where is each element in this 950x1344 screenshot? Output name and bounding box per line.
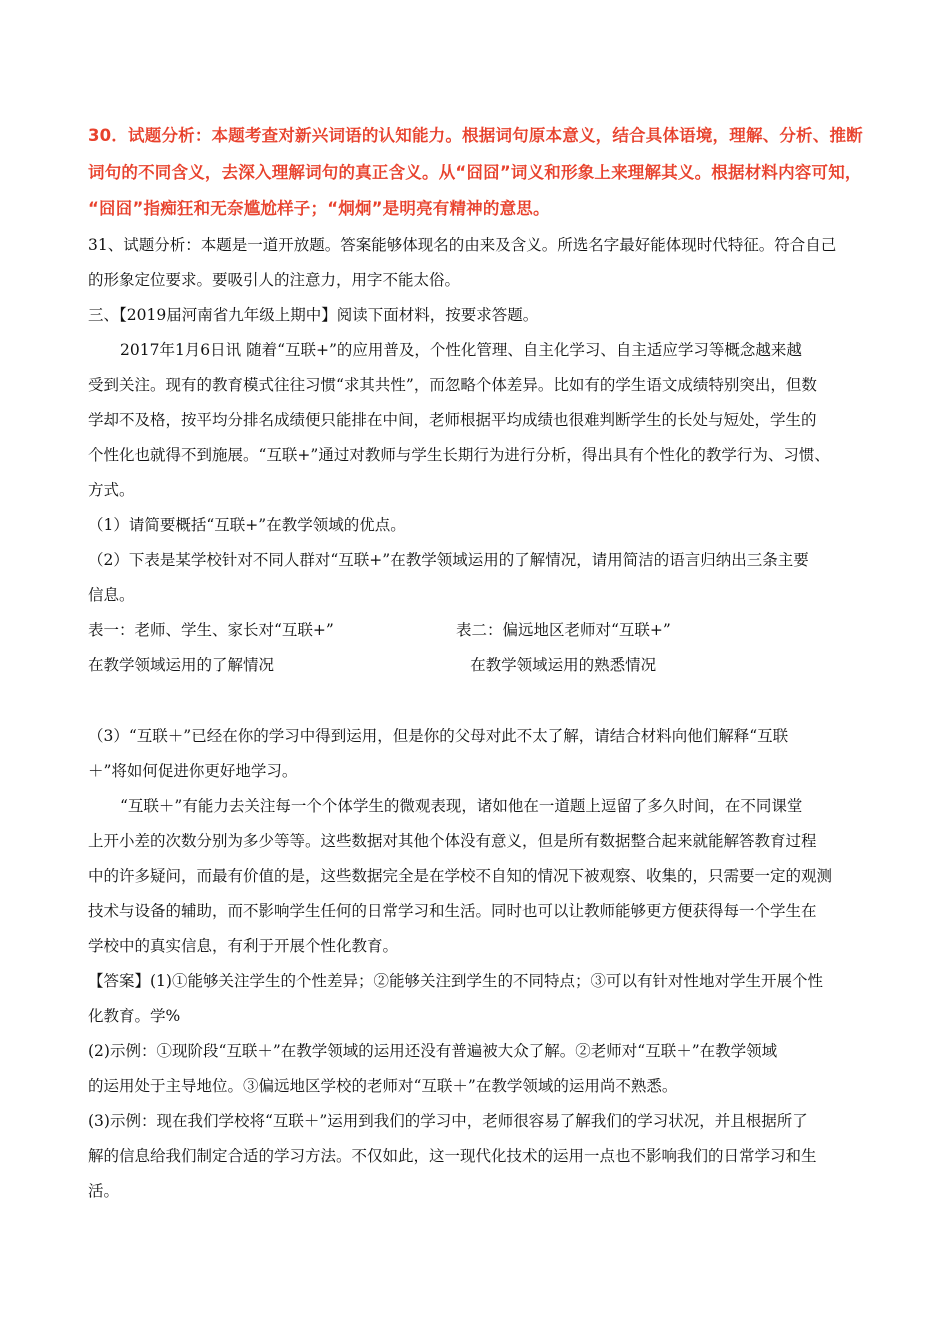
material2-line: 上开小差的次数分别为多少等等。这些数据对其他个体没有意义，但是所有数据整合起来就能解答教育过程 xyxy=(88,831,817,850)
material2-line: “互联＋”有能力去关注每一个个体学生的微观表现，诸如他在一道题上逗留了多久时间，在不同课堂 xyxy=(120,796,803,815)
answer-block xyxy=(88,964,868,1209)
q31-analysis xyxy=(88,228,868,298)
material2-line: 中的许多疑问，而最有价值的是，这些数据完全是在学校不自知的情况下被观察、收集的，只需要一定的观测 xyxy=(88,866,833,885)
q30-line: 词句的不同含义，去深入理解词句的真正含义。从“囧囧”词义和形象上来理解其义。根据材料内容可知， xyxy=(88,162,862,182)
material-line: 学却不及格，按平均分排名成绩便只能排在中间，老师根据平均成绩也很难判断学生的长处与短处，学生的 xyxy=(88,410,817,429)
answer-line: (2)示例：①现阶段“互联＋”在教学领域的运用还没有普遍被大众了解。②老师对“互联＋”在教学领域 xyxy=(88,1041,778,1060)
table-placeholder-gap xyxy=(88,683,868,719)
question-3 xyxy=(88,719,868,789)
material-line: 2017年1月6日讯 随着“互联+”的应用普及，个性化管理、自主化学习、自主适应学习等概念越来越 xyxy=(120,340,802,359)
question-1: （1）请简要概括“互联+”在教学领域的优点。 xyxy=(88,515,406,534)
q30-line: “囧囧”指痴狂和无奈尴尬样子；“炯炯”是明亮有精神的意思。 xyxy=(88,199,550,218)
material-line: 方式。 xyxy=(88,480,135,499)
material-line: 个性化也就得不到施展。“互联+”通过对教师与学生长期行为进行分析，得出具有个性化的教学行为、习惯、 xyxy=(88,445,830,464)
table-captions xyxy=(88,613,868,683)
reading-material-2 xyxy=(88,789,868,964)
answer-line: 化教育。学% xyxy=(88,1006,181,1025)
q31-line: 31、试题分析：本题是一道开放题。答案能够体现名的由来及含义。所选名字最好能体现时代特征。符合自己 xyxy=(88,235,837,254)
q31-line: 的形象定位要求。要吸引人的注意力，用字不能太俗。 xyxy=(88,270,461,289)
material2-line: 学校中的真实信息，有利于开展个性化教育。 xyxy=(88,936,399,955)
table1-caption: 表一：老师、学生、家长对“互联+” xyxy=(88,620,334,639)
question-2-line: 信息。 xyxy=(88,585,135,604)
question-2-line: （2）下表是某学校针对不同人群对“互联+”在教学领域运用的了解情况，请用简洁的语言归纳出三条主要 xyxy=(88,550,809,569)
material-line: 受到关注。现有的教育模式往往习惯“求其共性”，而忽略个体差异。比如有的学生语文成绩特别突出，但数 xyxy=(88,375,817,394)
document-page xyxy=(88,118,868,1209)
answer-line: 活。 xyxy=(88,1181,120,1200)
question-3-line: （3）“互联＋”已经在你的学习中得到运用，但是你的父母对此不太了解，请结合材料向他们解释“互联 xyxy=(88,726,789,745)
reading-material xyxy=(88,333,868,508)
table1-caption-sub: 在教学领域运用的了解情况 xyxy=(88,655,275,674)
table2-caption-sub: 在教学领域运用的熟悉情况 xyxy=(470,655,657,674)
question-2 xyxy=(88,543,868,613)
question-3-line: ＋”将如何促进你更好地学习。 xyxy=(88,761,298,780)
q30-analysis xyxy=(88,118,868,228)
material2-line: 技术与设备的辅助，而不影响学生任何的日常学习和生活。同时也可以让教师能够更方便获得每一个学生在 xyxy=(88,901,817,920)
answer-line: 的运用处于主导地位。③偏远地区学校的老师对“互联＋”在教学领域的运用尚不熟悉。 xyxy=(88,1076,678,1095)
section-heading: 三、【2019届河南省九年级上期中】阅读下面材料，按要求答题。 xyxy=(88,305,539,324)
answer-line: (3)示例：现在我们学校将“互联＋”运用到我们的学习中，老师很容易了解我们的学习状况，并且根据所了 xyxy=(88,1111,808,1130)
answer-line: 【答案】(1)①能够关注学生的个性差异；②能够关注到学生的不同特点；③可以有针对性地对学生开展个性 xyxy=(88,971,823,990)
answer-line: 解的信息给我们制定合适的学习方法。不仅如此，这一现代化技术的运用一点也不影响我们的日常学习和生 xyxy=(88,1146,817,1165)
table2-caption: 表二：偏远地区老师对“互联+” xyxy=(456,620,671,639)
q30-line: 30．试题分析：本题考查对新兴词语的认知能力。根据词句原本意义，结合具体语境，理解、分析、推断 xyxy=(88,126,863,145)
